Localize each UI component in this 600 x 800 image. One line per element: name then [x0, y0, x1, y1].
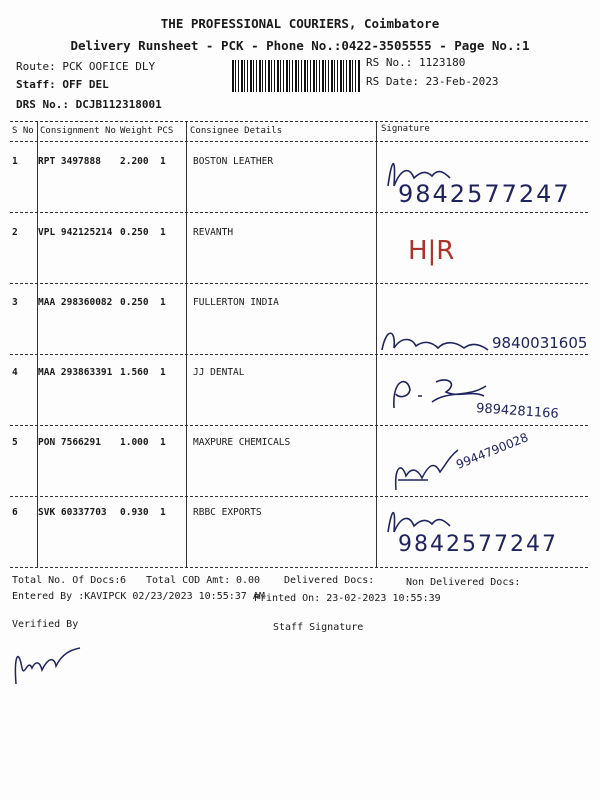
row-pcs: 1 — [160, 297, 166, 308]
row-weight: 0.930 — [120, 507, 149, 518]
barcode-image — [232, 60, 360, 92]
row-pcs: 1 — [160, 437, 166, 448]
total-cod-label: Total COD Amt: — [146, 575, 231, 586]
handwritten-phone: 9840031605 — [492, 334, 588, 352]
row-consignment: VPL 942125214 — [38, 227, 113, 238]
row-sno: 1 — [12, 156, 18, 167]
row-pcs: 1 — [160, 227, 166, 238]
row-pcs: 1 — [160, 367, 166, 378]
staff-label: Staff: OFF DEL — [16, 78, 109, 91]
handwritten-phone: 9842577247 — [398, 532, 558, 557]
row-divider — [10, 354, 588, 355]
row-divider — [10, 496, 588, 497]
row-consignee: BOSTON LEATHER — [193, 156, 274, 167]
row-consignment: PON 7566291 — [38, 437, 101, 448]
table-bottom-rule — [10, 567, 588, 568]
row-consignee: JJ DENTAL — [193, 367, 245, 378]
row-divider — [10, 283, 588, 284]
route-label: Route: PCK OOFICE DLY — [16, 60, 156, 73]
total-cod-value: 0.00 — [236, 575, 261, 586]
col-pcs: PCS — [157, 126, 174, 136]
col-weight: Weight — [120, 126, 153, 136]
handwritten-phone: 9894281166 — [475, 401, 560, 422]
company-title: THE PROFESSIONAL COURIERS, Coimbatore — [160, 16, 440, 31]
runsheet-subtitle: Delivery Runsheet - PCK - Phone No.:0422-3505555 - Page No.:1 — [70, 38, 530, 53]
row-weight: 0.250 — [120, 227, 149, 238]
row-consignment: RPT 3497888 — [38, 156, 101, 167]
row-consignee: RBBC EXPORTS — [193, 507, 262, 518]
row-pcs: 1 — [160, 507, 166, 518]
row-weight: 2.200 — [120, 156, 149, 167]
total-docs-value: 6 — [120, 575, 127, 586]
header-bottom-rule — [10, 141, 588, 142]
row-weight: 1.560 — [120, 367, 149, 378]
row-sno: 4 — [12, 367, 18, 378]
verified-by-label: Verified By — [12, 619, 79, 630]
row-sno: 3 — [12, 297, 18, 308]
handwritten-mark: H|R — [408, 236, 455, 266]
table-top-rule — [10, 121, 588, 122]
row-sno: 5 — [12, 437, 18, 448]
row-divider — [10, 425, 588, 426]
row-weight: 1.000 — [120, 437, 149, 448]
column-divider — [37, 122, 38, 567]
entered-by: Entered By :KAVIPCK 02/23/2023 10:55:37 AM — [12, 591, 265, 602]
column-divider — [186, 122, 187, 567]
row-consignee: MAXPURE CHEMICALS — [193, 437, 291, 448]
row-consignee: FULLERTON INDIA — [193, 297, 279, 308]
handwritten-signature — [376, 322, 496, 362]
total-docs-label: Total No. Of Docs: — [12, 575, 121, 586]
non-delivered-docs-label: Non Delivered Docs: — [406, 577, 521, 588]
row-consignment: SVK 60337703 — [38, 507, 107, 518]
staff-signature-label: Staff Signature — [273, 622, 364, 633]
drs-number: DRS No.: DCJB112318001 — [16, 98, 162, 111]
row-sno: 6 — [12, 507, 18, 518]
col-signature: Signature — [381, 124, 430, 134]
row-weight: 0.250 — [120, 297, 149, 308]
printed-on: Printed On: 23-02-2023 10:55:39 — [254, 593, 441, 604]
row-consignment: MAA 298360082 — [38, 297, 113, 308]
row-sno: 2 — [12, 227, 18, 238]
col-sno: S No — [12, 126, 34, 136]
verifier-signature — [10, 638, 90, 690]
col-consignment: Consignment No — [40, 126, 116, 136]
rs-number: RS No.: 1123180 — [366, 56, 466, 69]
row-consignee: REVANTH — [193, 227, 234, 238]
rs-date: RS Date: 23-Feb-2023 — [366, 75, 499, 88]
row-consignment: MAA 293863391 — [38, 367, 113, 378]
row-pcs: 1 — [160, 156, 166, 167]
handwritten-phone: 9944790028 — [454, 430, 531, 472]
delivered-docs-label: Delivered Docs: — [284, 575, 375, 586]
col-consignee: Consignee Details — [190, 126, 283, 136]
handwritten-phone: 9842577247 — [398, 180, 571, 208]
